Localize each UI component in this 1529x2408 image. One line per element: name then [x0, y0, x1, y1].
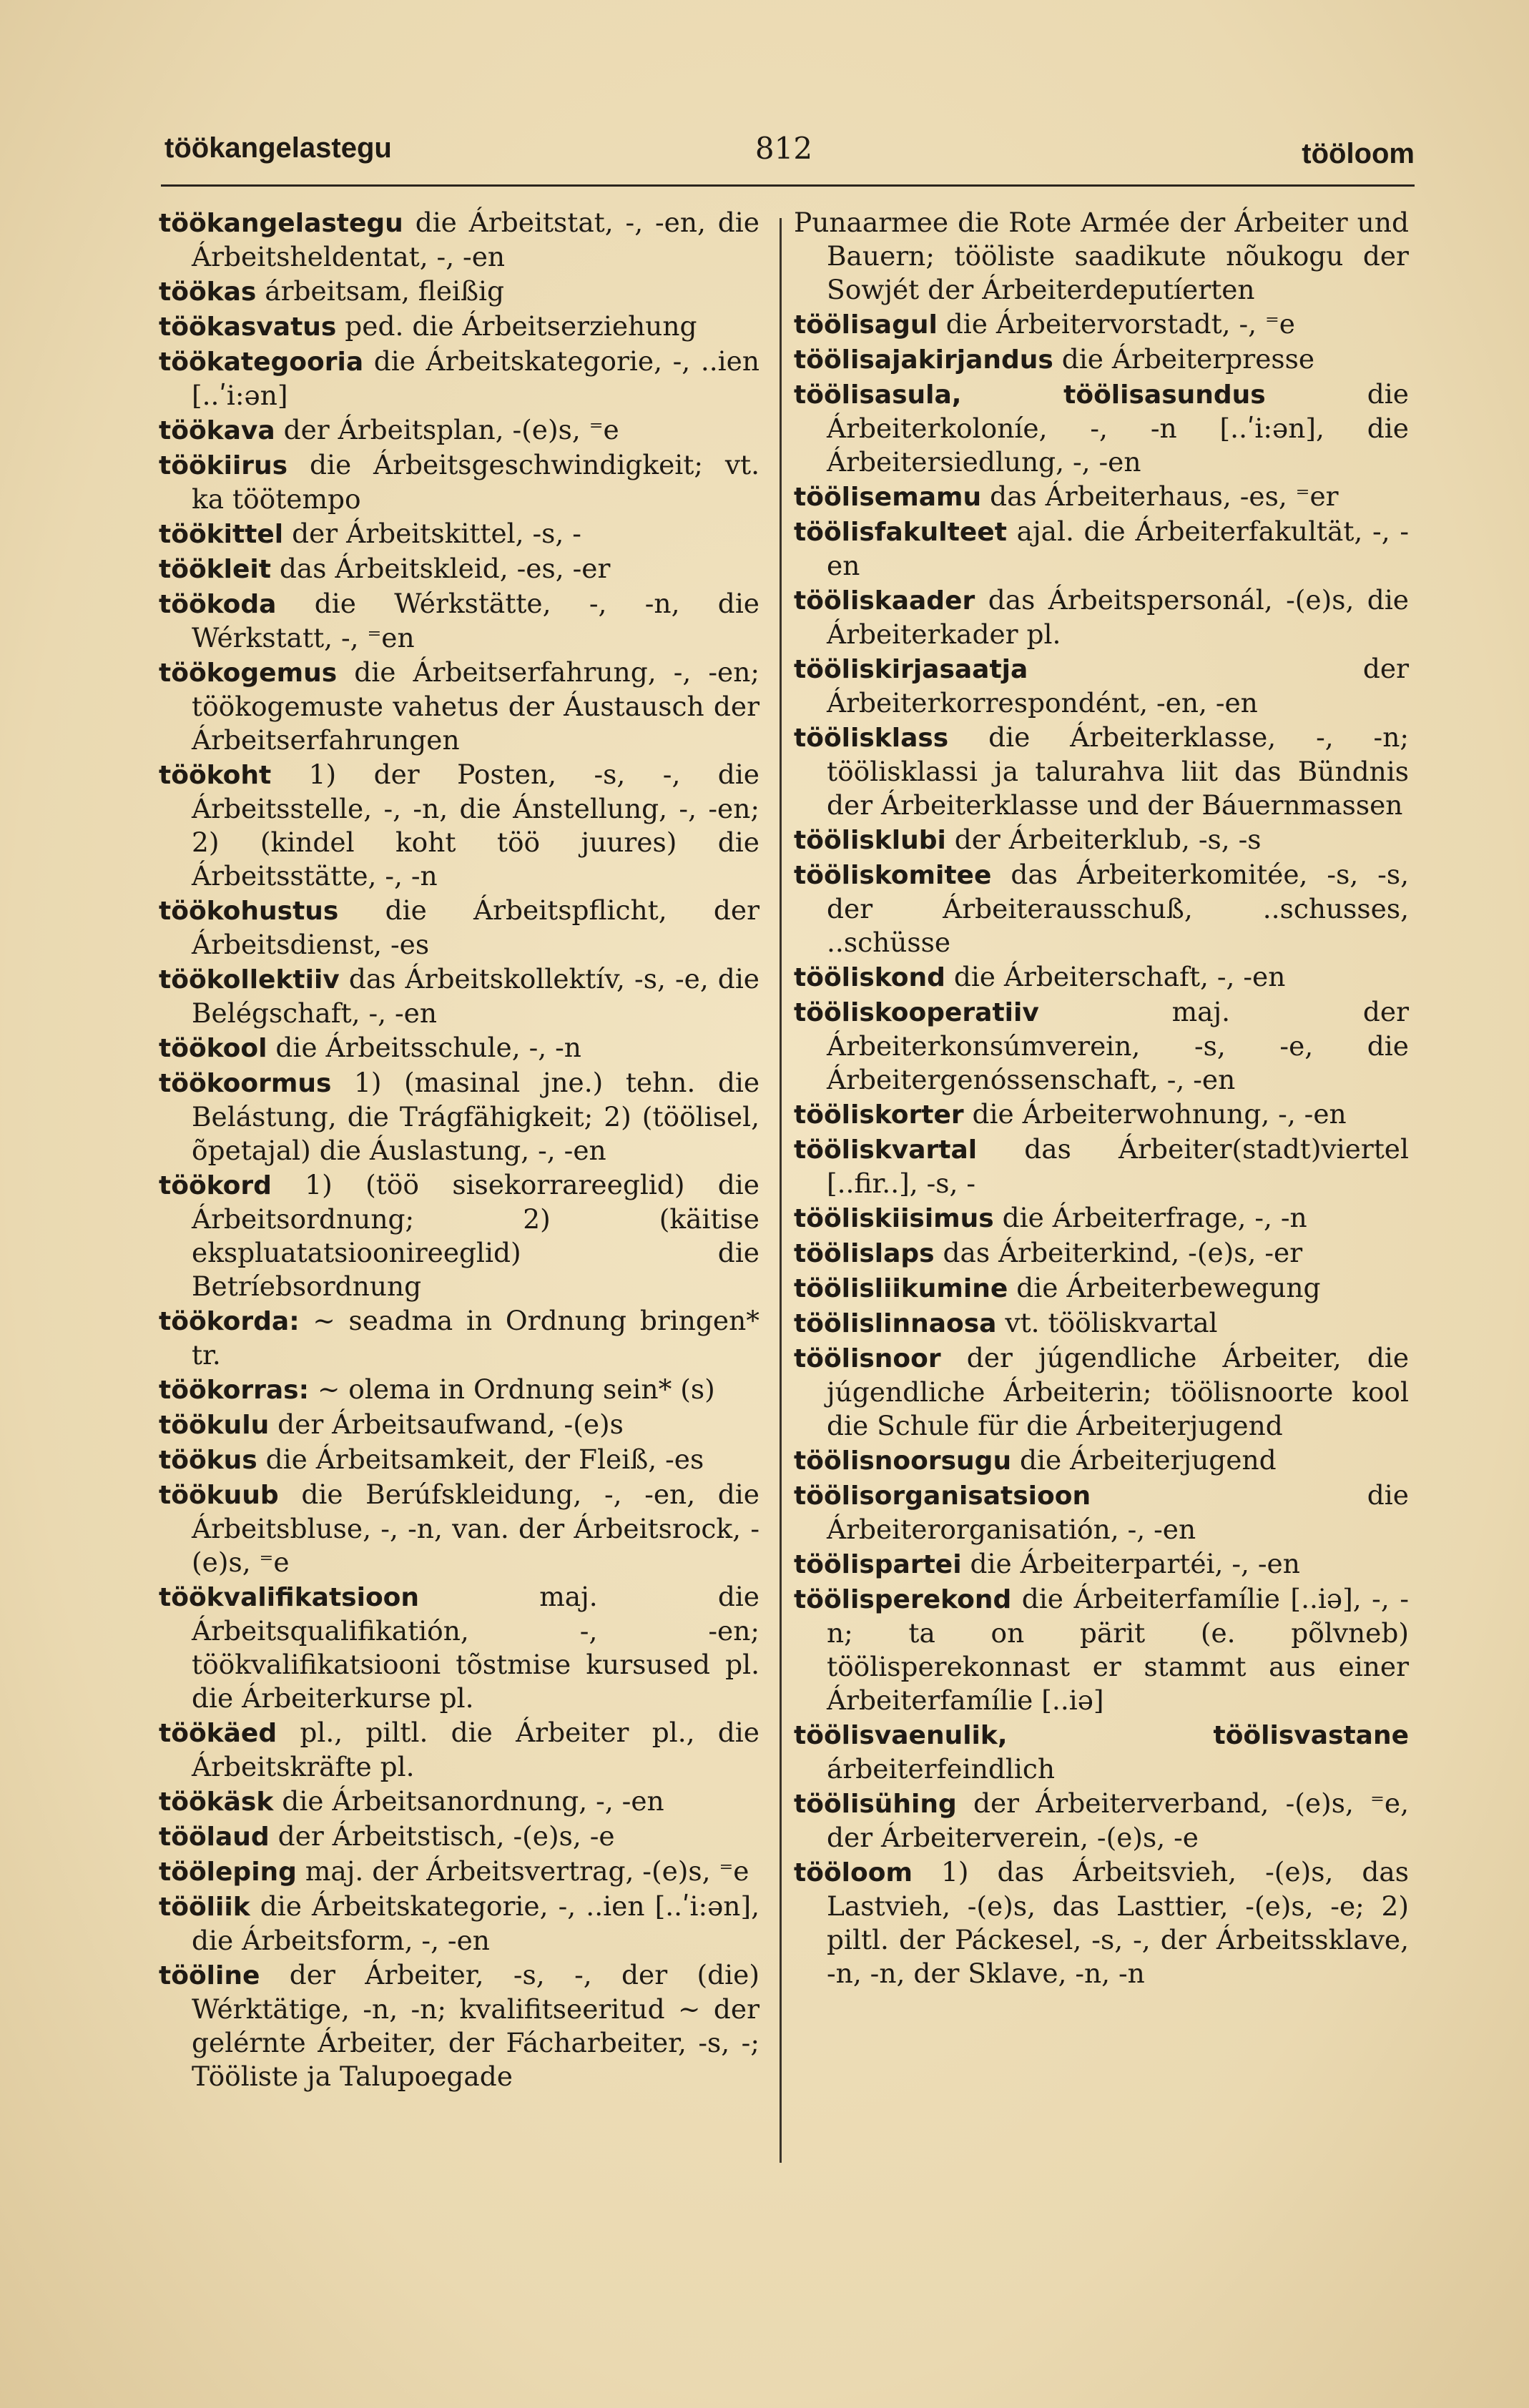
entry-headword: töölispartei	[794, 1550, 962, 1579]
dictionary-entry	[159, 1066, 759, 1168]
dictionary-entry	[794, 1097, 1409, 1132]
entry-definition: der Árbeitstisch, -(e)s, -e	[277, 1820, 615, 1852]
dictionary-entry	[159, 1890, 759, 1958]
entry-headword: töökittel	[159, 520, 284, 549]
dictionary-entry	[159, 310, 759, 344]
entry-headword: töökas	[159, 277, 257, 307]
dictionary-entry	[159, 448, 759, 516]
entry-headword: töökäsk	[159, 1787, 274, 1817]
entry-definition: vt. tööliskvartal	[1005, 1307, 1218, 1338]
dictionary-entry	[794, 583, 1409, 651]
entry-definition: die Árbeitsgeschwindigkeit; vt. ka töötempo	[192, 449, 759, 515]
entry-definition: die Árbeitsschule, -, -n	[275, 1032, 581, 1063]
entry-headword: töölisfakulteet	[794, 518, 1007, 547]
dictionary-entry	[794, 206, 1409, 307]
dictionary-entry	[159, 1716, 759, 1784]
left-column	[159, 206, 759, 2094]
dictionary-entry	[794, 307, 1409, 342]
entry-definition: die Árbeitsanordnung, -, -en	[282, 1785, 664, 1817]
entry-definition: das Árbeiterkomitée, -s, -s, der Árbeiterausschuß, ..schusses, ..schüsse	[827, 859, 1410, 958]
dictionary-entry	[159, 345, 759, 413]
entry-headword: töölisajakirjandus	[794, 345, 1053, 375]
dictionary-entry	[159, 552, 759, 586]
right-column	[794, 206, 1409, 1991]
entry-headword: töökord	[159, 1171, 272, 1200]
entry-definition: die Árbeiterschaft, -, -en	[953, 961, 1286, 992]
entry-headword: töölislinnaosa	[794, 1309, 997, 1338]
entry-headword: tööliskorter	[794, 1100, 964, 1130]
page-number: 812	[754, 131, 813, 166]
entry-headword: töölisasula, töölisasundus	[794, 380, 1266, 410]
entry-headword: töökogemus	[159, 658, 338, 688]
dictionary-entry	[794, 823, 1409, 857]
entry-headword: tööliskirjasaatja	[794, 655, 1028, 684]
entry-definition: die Árbeiterorganisatión, -, -en	[827, 1479, 1409, 1545]
entry-headword: töölisperekond	[794, 1585, 1012, 1614]
entry-headword: tööliskvartal	[794, 1135, 978, 1165]
entry-definition: das Árbeitskleid, -es, -er	[279, 553, 611, 584]
entry-headword: töökoht	[159, 761, 272, 790]
entry-definition: die Árbeiterfrage, -, -n	[1002, 1202, 1307, 1233]
entry-definition: der Árbeitskittel, -s, -	[292, 518, 581, 549]
entry-headword: töökasvatus	[159, 312, 337, 342]
entry-definition: die Árbeiterfamílie [..iə], -, -n; ta on pärit (e. põlvneb) töölisperekonnast er stammt aus einer Árbeiterfamílie [..iə]	[827, 1583, 1409, 1716]
entry-definition: das Árbeiterkind, -(e)s, -er	[943, 1237, 1303, 1268]
entry-headword: töölaud	[159, 1822, 270, 1852]
dictionary-entry	[794, 480, 1409, 514]
entry-headword: töökohustus	[159, 897, 339, 926]
entry-headword: töökleit	[159, 555, 271, 584]
entry-definition: die Árbeiterwohnung, -, -en	[972, 1098, 1347, 1130]
entry-definition: die Árbeitervorstadt, -, ⁼e	[945, 308, 1296, 340]
dictionary-entry	[159, 1580, 759, 1715]
entry-headword: töölisagul	[794, 310, 938, 340]
dictionary-entry	[159, 1785, 759, 1819]
entry-definition: die Árbeitskategorie, -, ..ien [..ʹi:ən], die Árbeitsform, -, -en	[192, 1890, 760, 1956]
entry-definition: die Árbeiterjugend	[1020, 1444, 1277, 1476]
column-divider	[780, 218, 782, 2163]
entry-definition: der Árbeiterverband, -(e)s, ⁼e, der Árbeiterverein, -(e)s, -e	[827, 1787, 1410, 1853]
entry-definition: die Árbeitspflicht, der Árbeitsdienst, -es	[192, 894, 760, 960]
dictionary-entry	[159, 758, 759, 893]
dictionary-entry	[159, 1373, 759, 1407]
entry-definition: 1) das Árbeitsvieh, -(e)s, das Lastvieh, -(e)s, das Lasttier, -(e)s, -e; 2) piltl. der Páckesel, -s, -, der Árbeitssklave, -n, -n, der Sklave, -n, -n	[827, 1856, 1409, 1989]
entry-headword: töökiirus	[159, 451, 288, 480]
entry-definition: die Árbeiterpresse	[1061, 343, 1315, 375]
entry-headword: töökangelastegu	[159, 209, 403, 238]
entry-definition: der Árbeiter, -s, -, der (die) Wérktätige, -n, -n; kvalifitseeritud ~ der gelérnte Árbeiter, der Fácharbeiter, -s, -; Tööliste ja Talupoegade	[192, 1959, 760, 2092]
entry-definition: der júgendliche Árbeiter, die júgendliche Árbeiterin; töölisnoorte kool die Schule für die Árbeiterjugend	[827, 1342, 1410, 1441]
dictionary-entry	[159, 1478, 759, 1579]
entry-definition: die Árbeitskategorie, -, ..ien [..ʹi:ən]	[192, 345, 759, 411]
dictionary-entry	[159, 275, 759, 309]
entry-headword: töökategooria	[159, 347, 364, 377]
entry-headword: töölisklass	[794, 724, 949, 753]
entry-headword: töökorda:	[159, 1307, 300, 1336]
dictionary-entry	[794, 652, 1409, 720]
entry-headword: töökorras:	[159, 1376, 310, 1405]
dictionary-entry	[159, 1958, 759, 2093]
entry-headword: töökulu	[159, 1411, 270, 1440]
entry-definition: die Wérkstätte, -, -n, die Wérkstatt, -, ⁼en	[192, 588, 760, 653]
entry-headword: tööliskomitee	[794, 861, 992, 890]
dictionary-entry	[794, 858, 1409, 959]
entry-headword: töölisliikumine	[794, 1274, 1008, 1303]
entry-definition: der Árbeiterklub, -s, -s	[954, 824, 1262, 855]
entry-definition: die Árbeiterkoloníe, -, -n [..ʹi:ən], die Árbeitersiedlung, -, -en	[827, 378, 1409, 478]
entry-definition: maj. der Árbeitsvertrag, -(e)s, ⁼e	[305, 1855, 749, 1887]
entry-headword: tööloom	[794, 1858, 913, 1888]
dictionary-entry	[159, 1408, 759, 1442]
dictionary-entry	[159, 587, 759, 655]
entry-headword: tööliskooperatiiv	[794, 998, 1039, 1027]
entry-headword: töölisorganisatsioon	[794, 1481, 1091, 1511]
dictionary-entry	[159, 894, 759, 962]
dictionary-entry	[794, 1787, 1409, 1855]
dictionary-entry	[159, 1443, 759, 1477]
entry-definition: die Árbeitstat, -, -en, die Árbeitsheldentat, -, -en	[192, 207, 759, 272]
entry-headword: tööliskond	[794, 963, 945, 992]
dictionary-entry	[794, 1201, 1409, 1235]
entry-definition: ~ seadma in Ordnung bringen* tr.	[192, 1305, 759, 1371]
entry-definition: die Berúfskleidung, -, -en, die Árbeitsbluse, -, -n, van. der Árbeitsrock, -(e)s, ⁼e	[192, 1479, 759, 1578]
header-first-entry: töökangelastegu	[164, 132, 392, 164]
entry-headword: töökollektiiv	[159, 965, 340, 995]
dictionary-entry	[794, 342, 1409, 377]
entry-headword: töölislaps	[794, 1239, 935, 1268]
entry-headword: töölisklubi	[794, 826, 946, 855]
dictionary-entry	[159, 1820, 759, 1854]
entry-definition: das Árbeiter(stadt)viertel [..fir..], -s, -	[827, 1133, 1409, 1199]
entry-definition: der Árbeitsaufwand, -(e)s	[277, 1408, 624, 1440]
dictionary-entry	[159, 1031, 759, 1065]
dictionary-entry	[794, 1271, 1409, 1306]
entry-headword: töökool	[159, 1034, 267, 1063]
dictionary-entry	[794, 1855, 1409, 1990]
page-header	[164, 122, 1415, 179]
dictionary-entry	[794, 960, 1409, 995]
entry-definition: maj. der Árbeiterkonsúmverein, -s, -e, die Árbeitergenóssenschaft, -, -en	[827, 996, 1409, 1095]
dictionary-entry	[794, 1479, 1409, 1546]
dictionary-entry	[159, 413, 759, 448]
dictionary-entry	[794, 1306, 1409, 1341]
entry-definition: Punaarmee die Rote Armée der Árbeiter und Bauern; tööliste saadikute nõukogu der Sowjét der Árbeiterdeputíerten	[794, 207, 1409, 305]
entry-headword: töökäed	[159, 1719, 277, 1748]
entry-headword: tööliskaader	[794, 586, 975, 616]
entry-headword: töölisnoor	[794, 1344, 941, 1373]
entry-definition: die Árbeitsamkeit, der Fleiß, -es	[265, 1444, 704, 1475]
dictionary-entry	[159, 1304, 759, 1372]
entry-headword: töökava	[159, 416, 275, 445]
entry-definition: pl., piltl. die Árbeiter pl., die Árbeitskräfte pl.	[192, 1717, 759, 1782]
entry-headword: tööliik	[159, 1893, 250, 1922]
entry-definition: das Árbeitspersonál, -(e)s, die Árbeiterkader pl.	[827, 584, 1409, 650]
dictionary-entry	[159, 1855, 759, 1889]
entry-headword: töölisvaenulik, töölisvastane	[794, 1721, 1409, 1750]
entry-definition: árbeitsam, fleißig	[265, 275, 505, 307]
entry-definition: ped. die Árbeitserziehung	[345, 310, 697, 342]
dictionary-entry	[159, 517, 759, 551]
entry-definition: die Árbeiterbewegung	[1016, 1272, 1321, 1303]
dictionary-entry	[159, 962, 759, 1030]
entry-headword: töökus	[159, 1446, 257, 1475]
dictionary-entry	[794, 1444, 1409, 1478]
dictionary-entry	[159, 206, 759, 274]
entry-headword: tööline	[159, 1961, 260, 1990]
entry-definition: 1) (masinal jne.) tehn. die Belástung, die Trágfähigkeit; 2) (töölisel, õpetajal) die Áuslastung, -, -en	[192, 1067, 760, 1166]
entry-definition: 1) der Posten, -s, -, die Árbeitsstelle, -, -n, die Ánstellung, -, -en; 2) (kindel koht töö juures) die Árbeitsstätte, -, -n	[192, 759, 759, 892]
header-rule	[161, 184, 1415, 187]
entry-definition: der Árbeitsplan, -(e)s, ⁼e	[283, 414, 619, 445]
dictionary-entry	[794, 1718, 1409, 1786]
entry-headword: töölisnoorsugu	[794, 1446, 1012, 1476]
entry-headword: tööliskiisimus	[794, 1204, 994, 1233]
dictionary-entry	[794, 1236, 1409, 1270]
entry-headword: töökvalifikatsioon	[159, 1583, 420, 1612]
dictionary-entry	[159, 1168, 759, 1303]
entry-headword: töölisühing	[794, 1790, 957, 1819]
dictionary-entry	[794, 721, 1409, 822]
entry-headword: tööleping	[159, 1857, 297, 1887]
dictionary-entry	[794, 1133, 1409, 1200]
entry-definition: die Árbeiterpartéi, -, -en	[970, 1548, 1300, 1579]
entry-definition: ajal. die Árbeiterfakultät, -, -en	[827, 515, 1410, 581]
dictionary-entry	[794, 1547, 1409, 1582]
entry-headword: töökuub	[159, 1481, 279, 1510]
header-last-entry: tööloom	[1302, 138, 1415, 169]
dictionary-entry	[794, 1341, 1409, 1443]
entry-headword: töölisemamu	[794, 483, 982, 512]
dictionary-entry	[794, 378, 1409, 479]
entry-definition: das Árbeitskollektív, -s, -e, die Belégschaft, -, -en	[192, 963, 760, 1029]
dictionary-entry	[794, 995, 1409, 1097]
entry-headword: töökoormus	[159, 1069, 332, 1098]
dictionary-entry	[159, 656, 759, 757]
entry-definition: ~ olema in Ordnung sein* (s)	[317, 1373, 715, 1405]
entry-definition: árbeiterfeindlich	[827, 1753, 1056, 1785]
dictionary-entry	[794, 515, 1409, 583]
dictionary-entry	[794, 1582, 1409, 1717]
entry-definition: 1) (töö sisekorrareeglid) die Árbeitsordnung; 2) (käitise ekspluatatsioonireeglid) die Betríebsordnung	[192, 1169, 759, 1302]
entry-definition: maj. die Árbeitsqualifikatión, -, -en; töökvalifikatsiooni tõstmise kursused pl. die Árbeiterkurse pl.	[192, 1581, 760, 1714]
entry-definition: die Árbeitserfahrung, -, -en; töökogemuste vahetus der Áustausch der Árbeitserfahrungen	[192, 656, 759, 756]
entry-definition: der Árbeiterkorrespondént, -en, -en	[827, 653, 1409, 719]
entry-definition: die Árbeiterklasse, -, -n; töölisklassi ja talurahva liit das Bündnis der Árbeiterklasse und der Báuernmassen	[827, 721, 1410, 821]
entry-definition: das Árbeiterhaus, -es, ⁼er	[990, 480, 1339, 512]
entry-headword: töökoda	[159, 590, 277, 619]
